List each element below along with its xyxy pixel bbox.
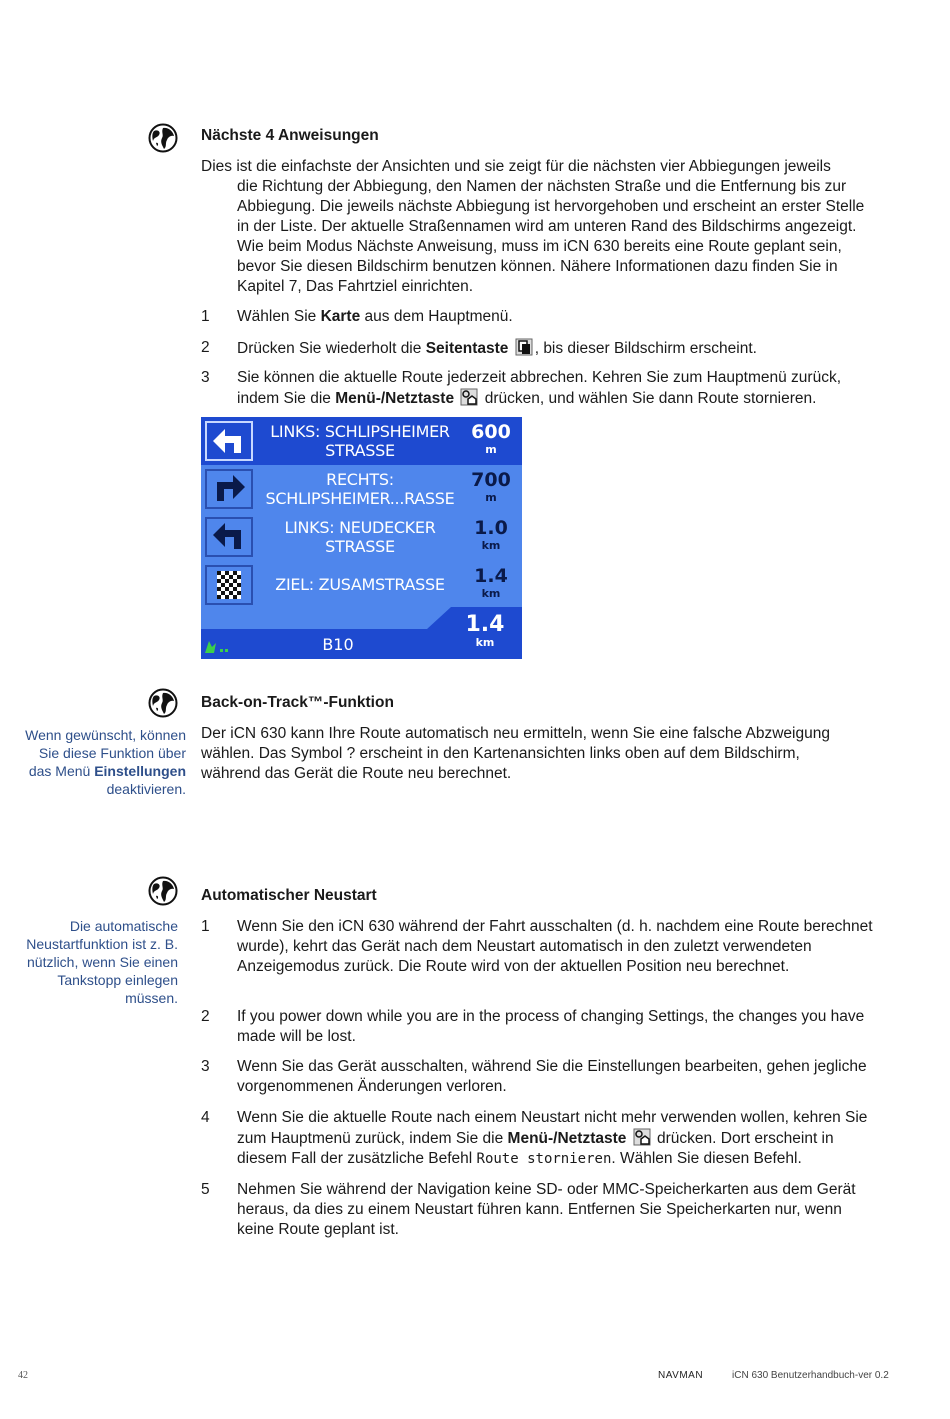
menu-power-key-icon (460, 388, 478, 406)
instruction-row-2 (201, 465, 522, 513)
instruction-row-1 (201, 417, 522, 465)
section-heading-back-on-track: Back-on-Track™-Funktion (201, 694, 394, 711)
step-number: 2 (201, 339, 210, 356)
item-bold: Menü-/Netztaste (507, 1130, 627, 1147)
distance: 600 m (471, 421, 511, 456)
item-number: 1 (201, 918, 210, 935)
item-number: 4 (201, 1109, 210, 1126)
step-text: Sie können die aktuelle Route jederzeit abbrechen. Kehren Sie zum Hauptmenü zurück, indem Sie die (237, 369, 842, 407)
arrow-left-icon (205, 517, 253, 557)
restart-item-5 (201, 1180, 876, 1240)
step-text: drücken, und wählen Sie dann Route stornieren. (480, 390, 817, 407)
step-text: , bis dieser Bildschirm erscheint. (534, 340, 757, 357)
next-4-instructions-screen (201, 417, 522, 659)
page-key-icon (515, 338, 533, 356)
item-text: Wenn Sie den iCN 630 während der Fahrt ausschalten (d. h. nachdem eine Route berechnet wurde), kehrt das Gerät nach dem Neustart automatisch in den zuletzt verwendeten Anzeigemodus zurück. Die Route wird von der aktuellen Position neu berechnet. (237, 918, 873, 975)
item-number: 2 (201, 1008, 210, 1025)
step-bold: Menü-/Netztaste (335, 390, 455, 407)
globe-icon (148, 123, 178, 153)
page-number: 42 (18, 1370, 28, 1381)
item-number: 5 (201, 1181, 210, 1198)
street-name: RECHTS: SCHLIPSHEIMER...RASSE (265, 470, 455, 508)
remaining-distance: 1.4 km (465, 612, 505, 649)
intro-rest: die Richtung der Abbiegung, den Namen der nächsten Straße und die Entfernung bis zur Abbiegung. Die jeweils nächste Abbiegung ist hervorgehoben und erscheint an erster Stelle in der Liste. Der aktuelle Straßennamen wird am unteren Rand des Bildschirms angezeigt. Wie beim Modus Nächste Anweisung, muss im iCN 630 bereits eine Route geplant sein, bevor Sie diesen Bildschirm benutzen können. Nähere Informationen dazu finden Sie in Kapitel 7, Das Fahrtziel einrichten. (237, 178, 865, 295)
arrow-right-icon (205, 469, 253, 509)
distance: 1.4 km (474, 565, 508, 600)
item-text: Wenn Sie die aktuelle Route nach einem Neustart nicht mehr verwenden wollen, kehren Sie zum Hauptmenü zurück, indem Sie die (237, 1109, 868, 1147)
item-text: drücken. Dort erscheint in diesem Fall der zusätzliche Befehl (237, 1130, 834, 1167)
instruction-row-4 (201, 561, 522, 609)
section1-intro (201, 157, 873, 297)
step-text: aus dem Hauptmenü. (360, 308, 513, 325)
step-number: 3 (201, 369, 210, 386)
item-command: Route stornieren (476, 1151, 612, 1167)
gps-signal-icon (203, 637, 233, 655)
step-bold: Seitentaste (425, 340, 509, 357)
globe-icon (148, 876, 178, 906)
street-name: LINKS: SCHLIPSHEIMER STRASSE (270, 422, 450, 460)
checkered-flag-icon (205, 565, 253, 605)
doc-title: iCN 630 Benutzerhandbuch-ver 0.2 (732, 1370, 889, 1381)
menu-power-key-icon (633, 1128, 651, 1146)
restart-item-2 (201, 1007, 876, 1047)
item-text: If you power down while you are in the process of changing Settings, the changes you have made will be lost. (237, 1008, 865, 1045)
restart-item-4 (201, 1108, 876, 1169)
step-text: Wählen Sie (237, 308, 321, 325)
step-text: Drücken Sie wiederholt die (237, 340, 426, 357)
section-heading-neustart: Automatischer Neustart (201, 887, 377, 904)
item-text: Wenn Sie das Gerät ausschalten, während Sie die Einstellungen bearbeiten, gehen jegliche vorgenommenen Änderungen verloren. (237, 1058, 867, 1095)
step-number: 1 (201, 308, 210, 325)
restart-item-3 (201, 1057, 876, 1097)
street-name: LINKS: NEUDECKER STRASSE (284, 518, 436, 556)
street-name: ZIEL: ZUSAMSTRASSE (275, 575, 445, 594)
section-heading-naechste-4: Nächste 4 Anweisungen (201, 127, 379, 144)
step-3 (201, 368, 876, 409)
sidenote-back-on-track: Wenn gewünscht, können Sie diese Funktion über das Menü Einstellungen deaktivieren. (25, 727, 186, 797)
current-street: B10 (322, 635, 354, 654)
distance: 700 m (471, 469, 511, 504)
step-2 (201, 338, 876, 359)
instruction-row-3 (201, 513, 522, 561)
step-1 (201, 307, 876, 327)
item-text: Nehmen Sie während der Navigation keine SD- oder MMC-Speicherkarten aus dem Gerät heraus, da dies zu einem Neustart führen kann. Entfernen Sie Speicherkarten nur, wenn keine Route geplant ist. (237, 1181, 856, 1238)
item-text: . Wählen Sie diesen Befehl. (611, 1150, 802, 1167)
restart-item-1 (201, 917, 876, 977)
intro-line-1: Dies ist die einfachste der Ansichten und sie zeigt für die nächsten vier Abbiegungen jeweils (201, 158, 831, 175)
item-number: 3 (201, 1058, 210, 1075)
back-on-track-body: Der iCN 630 kann Ihre Route automatisch neu ermitteln, wenn Sie eine falsche Abzweigung wählen. Das Symbol ? erscheint in den Kartenansichten links oben auf dem Bildschirm, während das Gerät die Route neu berechnet. (201, 725, 830, 782)
distance: 1.0 km (474, 517, 508, 552)
sidenote-neustart: Die automatische Neustartfunktion ist z. B. nützlich, wenn Sie einen Tankstopp einlegen müssen. (26, 918, 178, 1006)
step-bold: Karte (320, 308, 361, 325)
brand-logo: NAVMAN (658, 1370, 704, 1381)
arrow-left-icon (205, 421, 253, 461)
globe-icon (148, 688, 178, 718)
